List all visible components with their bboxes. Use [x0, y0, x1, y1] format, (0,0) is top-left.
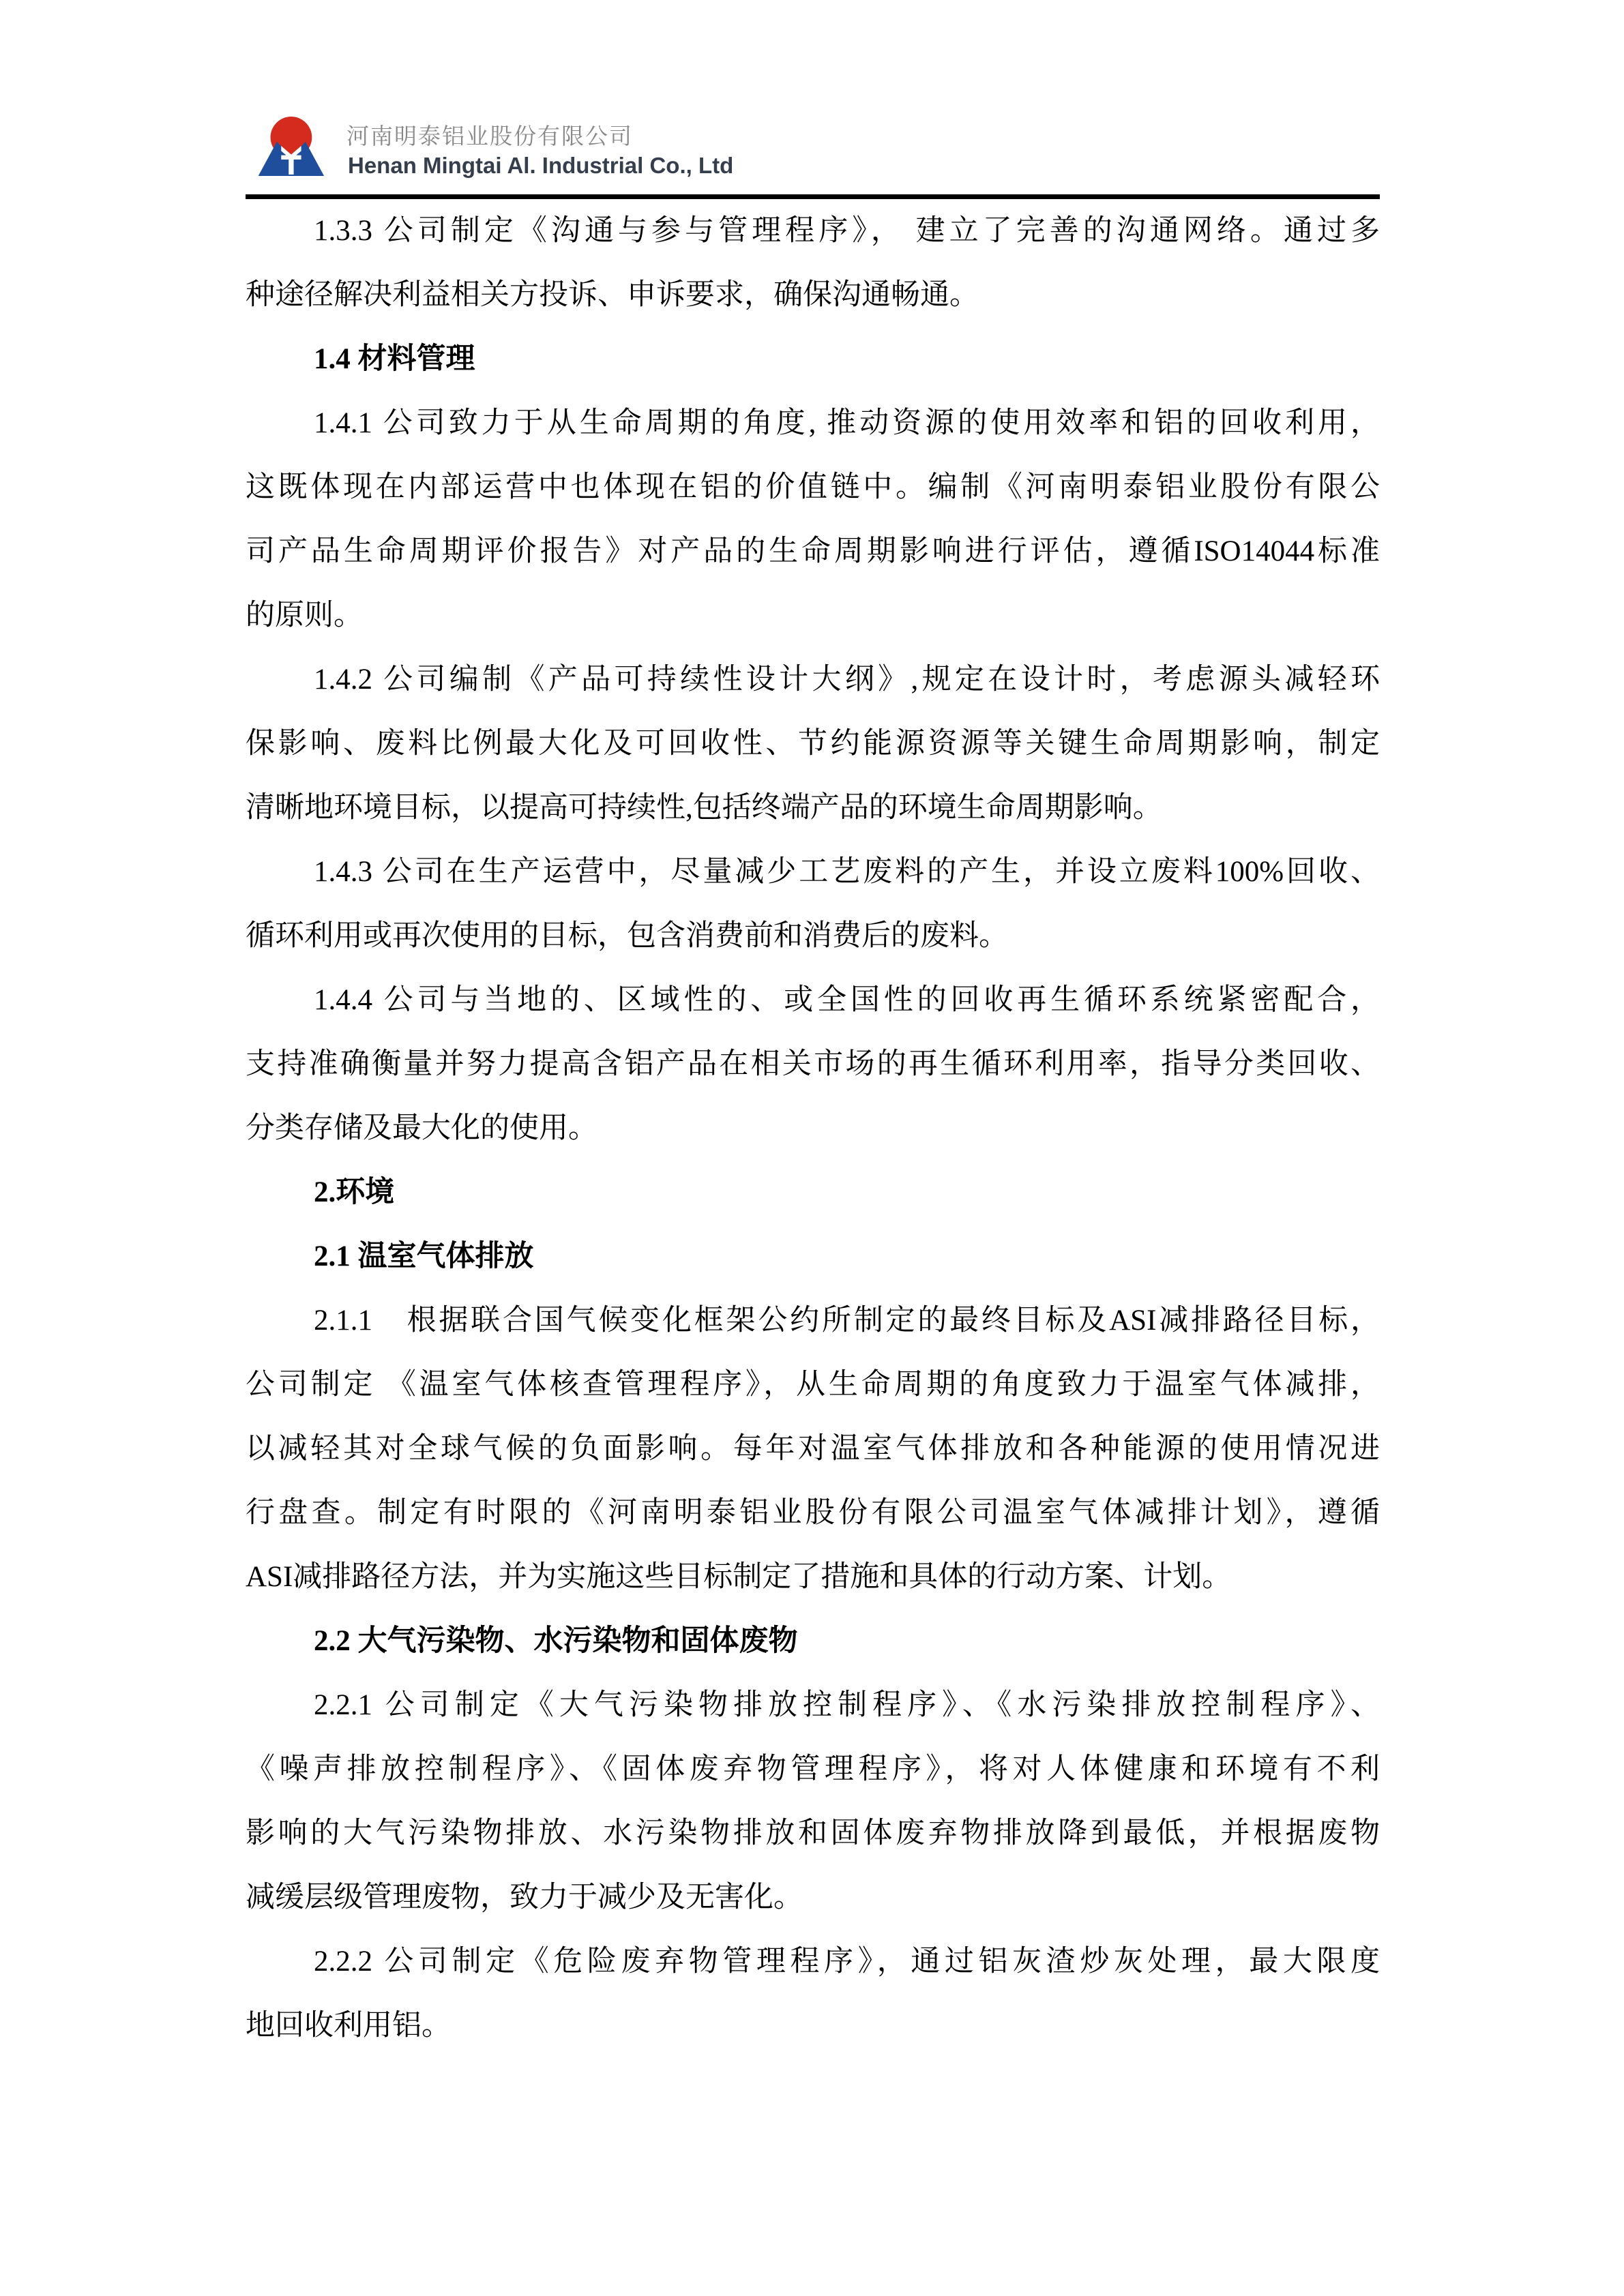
paragraph-line: 1.4.2 公司编制《产品可持续性设计大纲》,规定在设计时，考虑源头减轻环: [314, 664, 1380, 696]
paragraph-line: 保影响、废料比例最大化及可回收性、节约能源资源等关键生命周期影响，制定: [246, 728, 1380, 760]
paragraph-line: 1.4.4 公司与当地的、区域性的、或全国性的回收再生循环系统紧密配合，: [314, 984, 1380, 1016]
header-divider: [246, 194, 1380, 199]
company-name-zh: 河南明泰铝业股份有限公司: [346, 123, 633, 149]
paragraph-line: 支持准确衡量并努力提高含铝产品在相关市场的再生循环利用率，指导分类回收、: [246, 1048, 1380, 1080]
paragraph-line: ASI减排路径方法，并为实施这些目标制定了措施和具体的行动方案、计划。: [246, 1561, 1232, 1593]
paragraph-line: 公司制定 《温室气体核查管理程序》，从生命周期的角度致力于温室气体减排，: [246, 1369, 1380, 1401]
heading-materials-management: 1.4 材料管理: [314, 343, 475, 375]
paragraph-line: 《噪声排放控制程序》、《固体废弃物管理程序》，将对人体健康和环境有不利: [246, 1753, 1380, 1785]
paragraph-line: 1.4.3 公司在生产运营中，尽量减少工艺废料的产生，并设立废料100%回收、: [314, 856, 1380, 888]
paragraph-line: 地回收利用铝。: [246, 2010, 451, 2042]
heading-pollutants-and-waste: 2.2 大气污染物、水污染物和固体废物: [314, 1625, 798, 1657]
paragraph-line: 以减轻其对全球气候的负面影响。每年对温室气体排放和各种能源的使用情况进: [246, 1433, 1380, 1465]
paragraph-line: 这既体现在内部运营中也体现在铝的价值链中。编制《河南明泰铝业股份有限公: [246, 471, 1380, 503]
document-body: [246, 199, 1380, 2058]
paragraph-line: 1.3.3 公司制定《沟通与参与管理程序》， 建立了完善的沟通网络。通过多: [314, 215, 1380, 247]
paragraph-line: 分类存储及最大化的使用。: [246, 1112, 597, 1144]
paragraph-line: 种途径解决利益相关方投诉、申诉要求，确保沟通畅通。: [246, 279, 979, 311]
company-name-en: Henan Mingtai Al. Industrial Co., Ltd: [348, 153, 734, 178]
paragraph-line: 循环利用或再次使用的目标，包含消费前和消费后的废料。: [246, 920, 1008, 952]
heading-environment: 2.环境: [314, 1176, 395, 1208]
paragraph-line: 2.2.2 公司制定《危险废弃物管理程序》，通过铝灰渣炒灰处理，最大限度: [314, 1945, 1380, 1978]
paragraph-line: 2.1.1 根据联合国气候变化框架公约所制定的最终目标及ASI减排路径目标，: [314, 1304, 1380, 1337]
mingtai-logo-icon: [256, 116, 329, 176]
paragraph-line: 1.4.1 公司致力于从生命周期的角度, 推动资源的使用效率和铝的回收利用，: [314, 407, 1380, 439]
paragraph-line: 司产品生命周期评价报告》对产品的生命周期影响进行评估，遵循ISO14044标准: [246, 535, 1380, 567]
paragraph-line: 的原则。: [246, 599, 363, 631]
paragraph-line: 影响的大气污染物排放、水污染物排放和固体废弃物排放降到最低，并根据废物: [246, 1817, 1380, 1849]
heading-ghg-emissions: 2.1 温室气体排放: [314, 1240, 534, 1272]
paragraph-line: 清晰地环境目标，以提高可持续性,包括终端产品的环境生命周期影响。: [246, 792, 1162, 824]
paragraph-line: 2.2.1 公司制定《大气污染物排放控制程序》、《水污染排放控制程序》、: [314, 1689, 1380, 1721]
paragraph-line: 行盘查。制定有时限的《河南明泰铝业股份有限公司温室气体减排计划》，遵循: [246, 1497, 1380, 1529]
paragraph-line: 减缓层级管理废物，致力于减少及无害化。: [246, 1881, 803, 1913]
